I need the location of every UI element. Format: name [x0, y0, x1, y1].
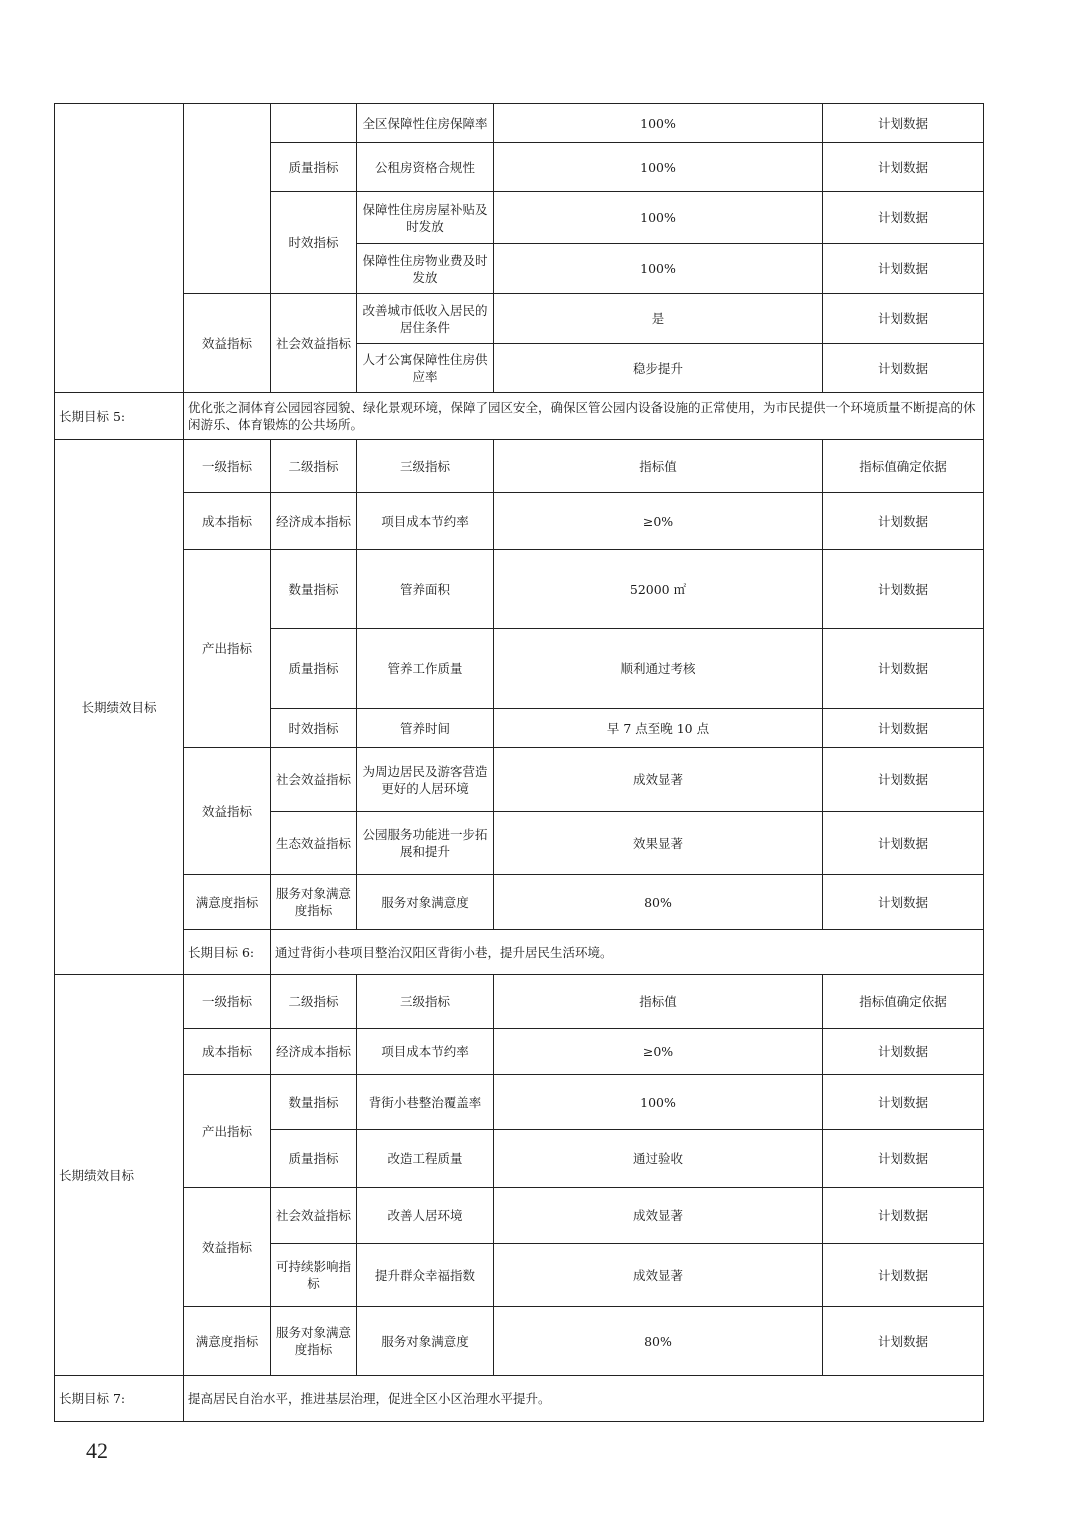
- value-cell: 80%: [494, 1307, 823, 1376]
- value-cell: 稳步提升: [494, 344, 823, 393]
- l2-cell: 质量指标: [271, 143, 357, 192]
- l2-cell: 社会效益指标: [271, 1188, 357, 1244]
- header-l2: 二级指标: [271, 440, 357, 493]
- header-value: 指标值: [494, 440, 823, 493]
- basis-cell: 计划数据: [823, 344, 984, 393]
- l3-cell: 改善城市低收入居民的居住条件: [357, 294, 494, 344]
- basis-cell: 计划数据: [823, 748, 984, 812]
- page-number: 42: [86, 1438, 108, 1463]
- value-cell: 100%: [494, 244, 823, 294]
- l3-cell: 公租房资格合规性: [357, 143, 494, 192]
- basis-cell: 计划数据: [823, 1075, 984, 1130]
- table-row: [55, 748, 984, 812]
- basis-cell: 计划数据: [823, 709, 984, 748]
- goal-label: 长期目标 5:: [55, 393, 184, 440]
- value-cell: 100%: [494, 192, 823, 244]
- header-row: [55, 975, 984, 1029]
- l3-cell: 管养工作质量: [357, 629, 494, 709]
- l2-cell: 社会效益指标: [271, 748, 357, 812]
- basis-cell: 计划数据: [823, 1244, 984, 1307]
- table-row: [55, 1075, 984, 1130]
- value-cell: 是: [494, 294, 823, 344]
- header-l2: 二级指标: [271, 975, 357, 1029]
- basis-cell: 计划数据: [823, 1029, 984, 1075]
- l2-cell: 数量指标: [271, 550, 357, 629]
- l3-cell: 公园服务功能进一步拓展和提升: [357, 812, 494, 875]
- l3-cell: 项目成本节约率: [357, 493, 494, 550]
- section-cell: 长期绩效目标: [55, 440, 184, 975]
- l3-cell: 人才公寓保障性住房供应率: [357, 344, 494, 393]
- value-cell: 通过验收: [494, 1130, 823, 1188]
- basis-cell: 计划数据: [823, 1307, 984, 1376]
- value-cell: 早 7 点至晚 10 点: [494, 709, 823, 748]
- goal-text: 提高居民自治水平，推进基层治理，促进全区小区治理水平提升。: [184, 1376, 984, 1422]
- basis-cell: 计划数据: [823, 1188, 984, 1244]
- value-cell: 80%: [494, 875, 823, 930]
- basis-cell: 计划数据: [823, 244, 984, 294]
- l1-cell: 满意度指标: [184, 1307, 271, 1376]
- l2-cell: 质量指标: [271, 629, 357, 709]
- value-cell: 成效显著: [494, 1188, 823, 1244]
- value-cell: 52000 ㎡: [494, 550, 823, 629]
- value-cell: ≥0%: [494, 1029, 823, 1075]
- goal-row: [55, 393, 984, 440]
- l1-cell: 效益指标: [184, 1188, 271, 1307]
- l3-cell: 保障性住房房屋补贴及时发放: [357, 192, 494, 244]
- table-row: [55, 875, 984, 930]
- l3-cell: 服务对象满意度: [357, 1307, 494, 1376]
- basis-cell: 计划数据: [823, 143, 984, 192]
- l2-cell: 可持续影响指标: [271, 1244, 357, 1307]
- header-row: [55, 440, 984, 493]
- l1-cell: 产出指标: [184, 1075, 271, 1188]
- basis-cell: 计划数据: [823, 294, 984, 344]
- basis-cell: 计划数据: [823, 812, 984, 875]
- header-l1: 一级指标: [184, 440, 271, 493]
- l1-cell-blank: [184, 104, 271, 294]
- l2-cell: 服务对象满意度指标: [271, 1307, 357, 1376]
- l3-cell: 项目成本节约率: [357, 1029, 494, 1075]
- l1-cell: 成本指标: [184, 493, 271, 550]
- performance-indicator-table: [54, 103, 984, 1422]
- l3-cell: 为周边居民及游客营造更好的人居环境: [357, 748, 494, 812]
- goal-text: 优化张之洞体育公园园容园貌、绿化景观环境，保障了园区安全，确保区管公园内设备设施的正常使用，为市民提供一个环境质量不断提高的休闲游乐、体育锻炼的公共场所。: [184, 393, 984, 440]
- basis-cell: 计划数据: [823, 875, 984, 930]
- l3-cell: 保障性住房物业费及时发放: [357, 244, 494, 294]
- section-cell-blank: [55, 104, 184, 393]
- basis-cell: 计划数据: [823, 493, 984, 550]
- l2-cell: 经济成本指标: [271, 1029, 357, 1075]
- l3-cell: 改造工程质量: [357, 1130, 494, 1188]
- value-cell: 100%: [494, 1075, 823, 1130]
- goal-row: [55, 930, 984, 975]
- table-row: [55, 294, 984, 344]
- l2-cell: 社会效益指标: [271, 294, 357, 393]
- l1-cell: 效益指标: [184, 294, 271, 393]
- basis-cell: 计划数据: [823, 192, 984, 244]
- l1-cell: 成本指标: [184, 1029, 271, 1075]
- value-cell: 成效显著: [494, 1244, 823, 1307]
- header-basis: 指标值确定依据: [823, 975, 984, 1029]
- l1-cell: 满意度指标: [184, 875, 271, 930]
- l2-cell: 经济成本指标: [271, 493, 357, 550]
- l3-cell: 改善人居环境: [357, 1188, 494, 1244]
- goal-label: 长期目标 7:: [55, 1376, 184, 1422]
- l1-cell: 产出指标: [184, 550, 271, 748]
- table-row: [55, 104, 984, 143]
- section-cell: 长期绩效目标: [55, 975, 184, 1376]
- l3-cell: 管养面积: [357, 550, 494, 629]
- l2-cell: 质量指标: [271, 1130, 357, 1188]
- basis-cell: 计划数据: [823, 550, 984, 629]
- value-cell: 100%: [494, 104, 823, 143]
- l2-cell: 生态效益指标: [271, 812, 357, 875]
- l1-cell: 效益指标: [184, 748, 271, 875]
- goal-text: 通过背街小巷项目整治汉阳区背街小巷，提升居民生活环境。: [271, 930, 984, 975]
- value-cell: 成效显著: [494, 748, 823, 812]
- header-l3: 三级指标: [357, 975, 494, 1029]
- l3-cell: 提升群众幸福指数: [357, 1244, 494, 1307]
- goal-label: 长期目标 6:: [184, 930, 271, 975]
- l2-cell: 数量指标: [271, 1075, 357, 1130]
- value-cell: 顺利通过考核: [494, 629, 823, 709]
- l2-cell: 服务对象满意度指标: [271, 875, 357, 930]
- table-row: [55, 493, 984, 550]
- header-value: 指标值: [494, 975, 823, 1029]
- l2-cell: 时效指标: [271, 709, 357, 748]
- header-l3: 三级指标: [357, 440, 494, 493]
- table-row: [55, 1029, 984, 1075]
- value-cell: 效果显著: [494, 812, 823, 875]
- l3-cell: 服务对象满意度: [357, 875, 494, 930]
- value-cell: ≥0%: [494, 493, 823, 550]
- goal-row: [55, 1376, 984, 1422]
- header-l1: 一级指标: [184, 975, 271, 1029]
- l3-cell: 管养时间: [357, 709, 494, 748]
- table-row: [55, 1188, 984, 1244]
- table-row: [55, 550, 984, 629]
- l2-cell: 时效指标: [271, 192, 357, 294]
- basis-cell: 计划数据: [823, 629, 984, 709]
- basis-cell: 计划数据: [823, 1130, 984, 1188]
- value-cell: 100%: [494, 143, 823, 192]
- l3-cell: 全区保障性住房保障率: [357, 104, 494, 143]
- header-basis: 指标值确定依据: [823, 440, 984, 493]
- l2-cell-blank: [271, 104, 357, 143]
- basis-cell: 计划数据: [823, 104, 984, 143]
- table-row: [55, 1307, 984, 1376]
- l3-cell: 背街小巷整治覆盖率: [357, 1075, 494, 1130]
